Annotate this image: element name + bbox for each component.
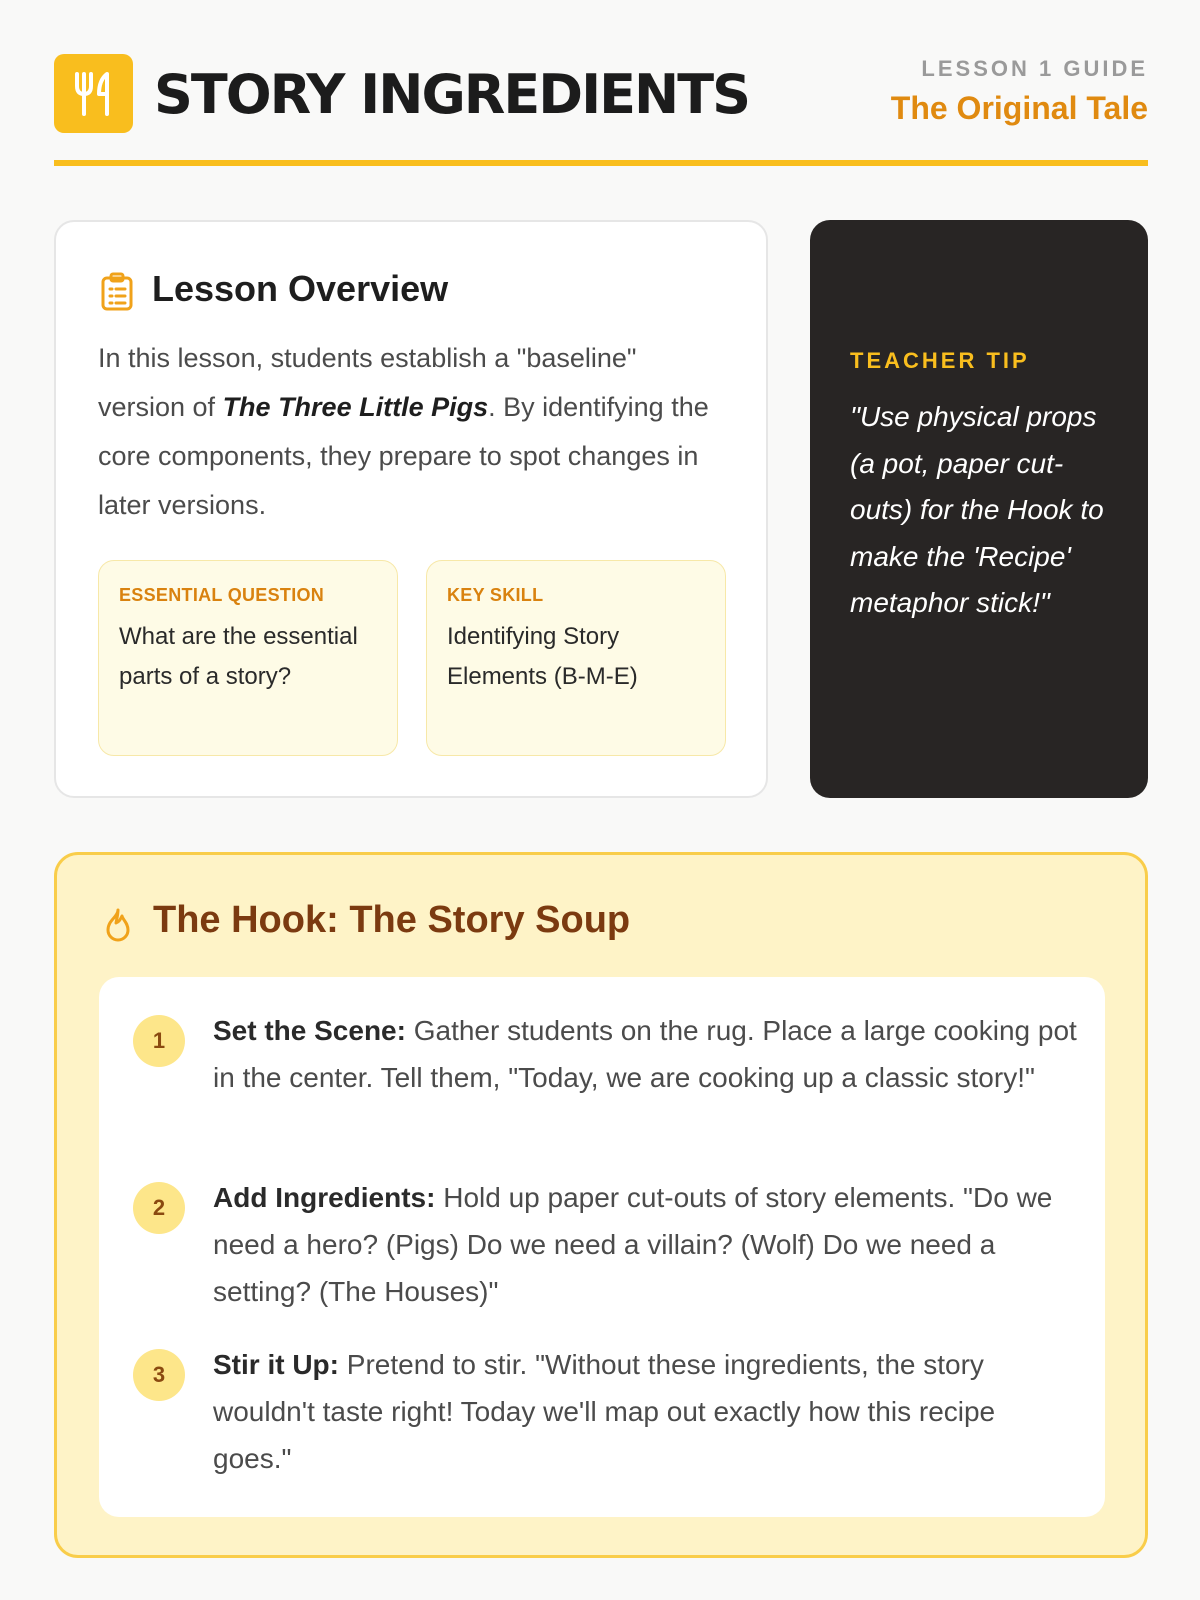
lesson-name: The Original Tale [890,90,1148,126]
step-body: Pretend to stir. "Without these ingredients, the story wouldn't taste right! Today we'll map out exactly how this recipe goes." [213,1349,996,1474]
clipboard-icon [100,272,134,312]
teacher-tip-card [810,220,1148,798]
step-heading: Stir it Up: [213,1349,339,1380]
step-number-badge: 2 [133,1182,185,1234]
hook-section [54,852,1148,1558]
step-heading: Set the Scene: [213,1015,406,1046]
overview-text-end: . By identifying the core components, they prepare to spot changes in later versions. [98,392,709,520]
book-title: The Three Little Pigs [222,392,489,422]
logo [54,54,133,133]
step-text [213,1341,1079,1482]
overview-text-start: In this lesson, students establish a "baseline" version of [98,343,637,422]
step-number-badge: 3 [133,1349,185,1401]
key-skill-text: Identifying Story Elements (B-M-E) [447,623,638,690]
essential-question-label: ESSENTIAL QUESTION [119,585,325,605]
hook-title: The Hook: The Story Soup [153,899,631,941]
fork-knife-icon [71,70,117,118]
essential-question-text: What are the essential parts of a story? [119,623,358,690]
lesson-overview-card [54,220,768,798]
key-skill-label: KEY SKILL [447,585,544,605]
hook-steps-list [99,977,1105,1517]
step-number-badge: 1 [133,1015,185,1067]
step-text [213,1007,1079,1101]
page-header [54,54,1148,166]
step-body: Hold up paper cut-outs of story elements. "Do we need a hero? (Pigs) Do we need a villain? (Wolf) Do we need a setting? (The Houses)" [213,1182,1053,1307]
step-heading: Add Ingredients: [213,1182,436,1213]
overview-title: Lesson Overview [152,268,449,309]
essential-question-box [98,560,398,756]
key-skill-box [426,560,726,756]
teacher-tip-text: "Use physical props (a pot, paper cut-outs) for the Hook to make the 'Recipe' metaphor stick!" [850,401,1104,618]
overview-description [98,334,728,530]
page-title: STORY INGREDIENTS [154,63,749,126]
lesson-label: LESSON 1 GUIDE [921,56,1148,81]
step-text [213,1174,1079,1315]
flame-icon [103,907,133,943]
step-body: Gather students on the rug. Place a large cooking pot in the center. Tell them, "Today, we are cooking up a classic story!" [213,1015,1077,1093]
teacher-tip-label: TEACHER TIP [850,348,1030,373]
